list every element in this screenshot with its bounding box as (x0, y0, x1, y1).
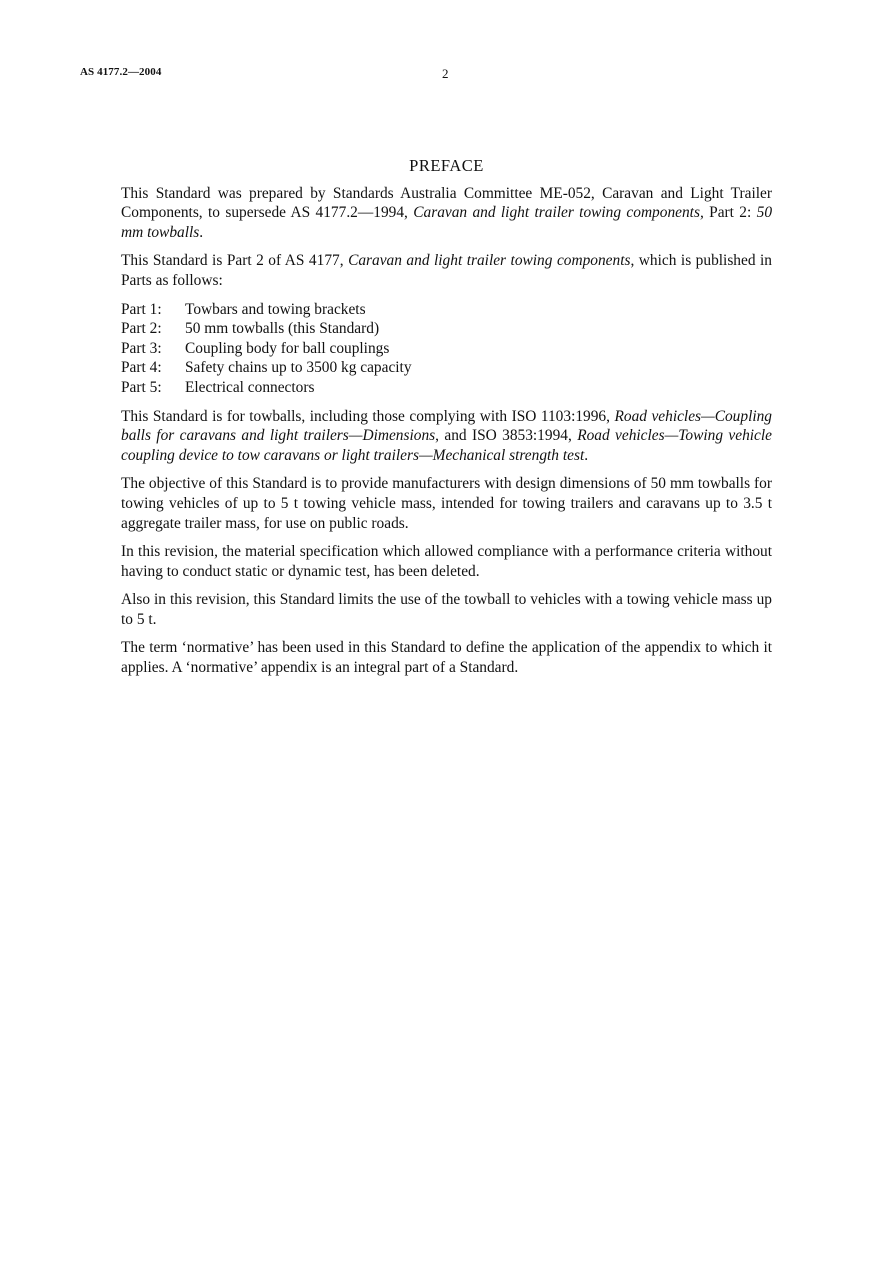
list-item (121, 319, 772, 339)
list-item (121, 378, 772, 398)
list-item (121, 339, 772, 359)
preface-paragraph-6: Also in this revision, this Standard limits the use of the towball to vehicles with a towing vehicle mass up to 5 t. (121, 591, 772, 628)
preface-paragraph-1 (121, 184, 772, 243)
preface-paragraph-2 (121, 251, 772, 290)
italic-title: Caravan and light trailer towing components, (413, 204, 704, 222)
page-number: 2 (442, 66, 449, 81)
preface-section (121, 156, 772, 687)
italic-title: Caravan and light trailer towing components (348, 252, 631, 270)
document-id: AS 4177.2—2004 (80, 66, 162, 78)
part-label: Part 3: (121, 339, 162, 357)
part-title: Electrical connectors (185, 378, 315, 396)
text-run: . (199, 223, 204, 241)
preface-paragraph-3 (121, 407, 772, 466)
italic-title: 50 mm towballs (121, 204, 773, 241)
text-run: This Standard is Part 2 of AS 4177, (121, 252, 349, 270)
parts-list (121, 300, 772, 398)
text-run: This Standard was prepared by Standards Australia Committee ME-052, Caravan and Light Trailer Components, to supersede AS 4177.2—1994, (121, 184, 772, 222)
part-label: Part 4: (121, 359, 162, 377)
text-run: This Standard is for towballs, including those complying with ISO 1103:1996, (121, 407, 615, 425)
part-title: Safety chains up to 3500 kg capacity (185, 359, 412, 377)
text-run: Part 2: (703, 204, 757, 222)
preface-paragraph-5: In this revision, the material specification which allowed compliance with a performance criteria without having to conduct static or dynamic test, has been deleted. (121, 543, 772, 580)
italic-title: Road vehicles—Towing vehicle coupling device to tow caravans or light trailers—Mechanical strength test (121, 427, 773, 464)
part-title: 50 mm towballs (this Standard) (185, 320, 380, 338)
part-title: Towbars and towing brackets (185, 300, 366, 318)
part-label: Part 1: (121, 300, 162, 318)
part-title: Coupling body for ball couplings (185, 339, 390, 357)
text-run: . (584, 446, 589, 464)
text-run: , which is published in Parts as follows: (121, 252, 772, 289)
list-item (121, 300, 772, 320)
preface-title: PREFACE (409, 156, 484, 175)
part-label: Part 5: (121, 378, 162, 396)
list-item (121, 358, 772, 378)
italic-title: Road vehicles—Coupling balls for caravans and light trailers—Dimensions (121, 407, 773, 445)
page-header (80, 66, 460, 84)
part-label: Part 2: (121, 320, 162, 338)
text-run: , and ISO 3853:1994, (435, 427, 578, 445)
preface-paragraph-4: The objective of this Standard is to provide manufacturers with design dimensions of 50 mm towballs for towing vehicles of up to 5 t towing vehicle mass, intended for towing trailers and caravans up to 3.5 t aggregate trailer mass, for use on public roads. (121, 475, 772, 532)
preface-paragraph-7: The term ‘normative’ has been used in this Standard to define the application of the appendix to which it applies. A ‘normative’ appendix is an integral part of a Standard. (121, 639, 772, 677)
